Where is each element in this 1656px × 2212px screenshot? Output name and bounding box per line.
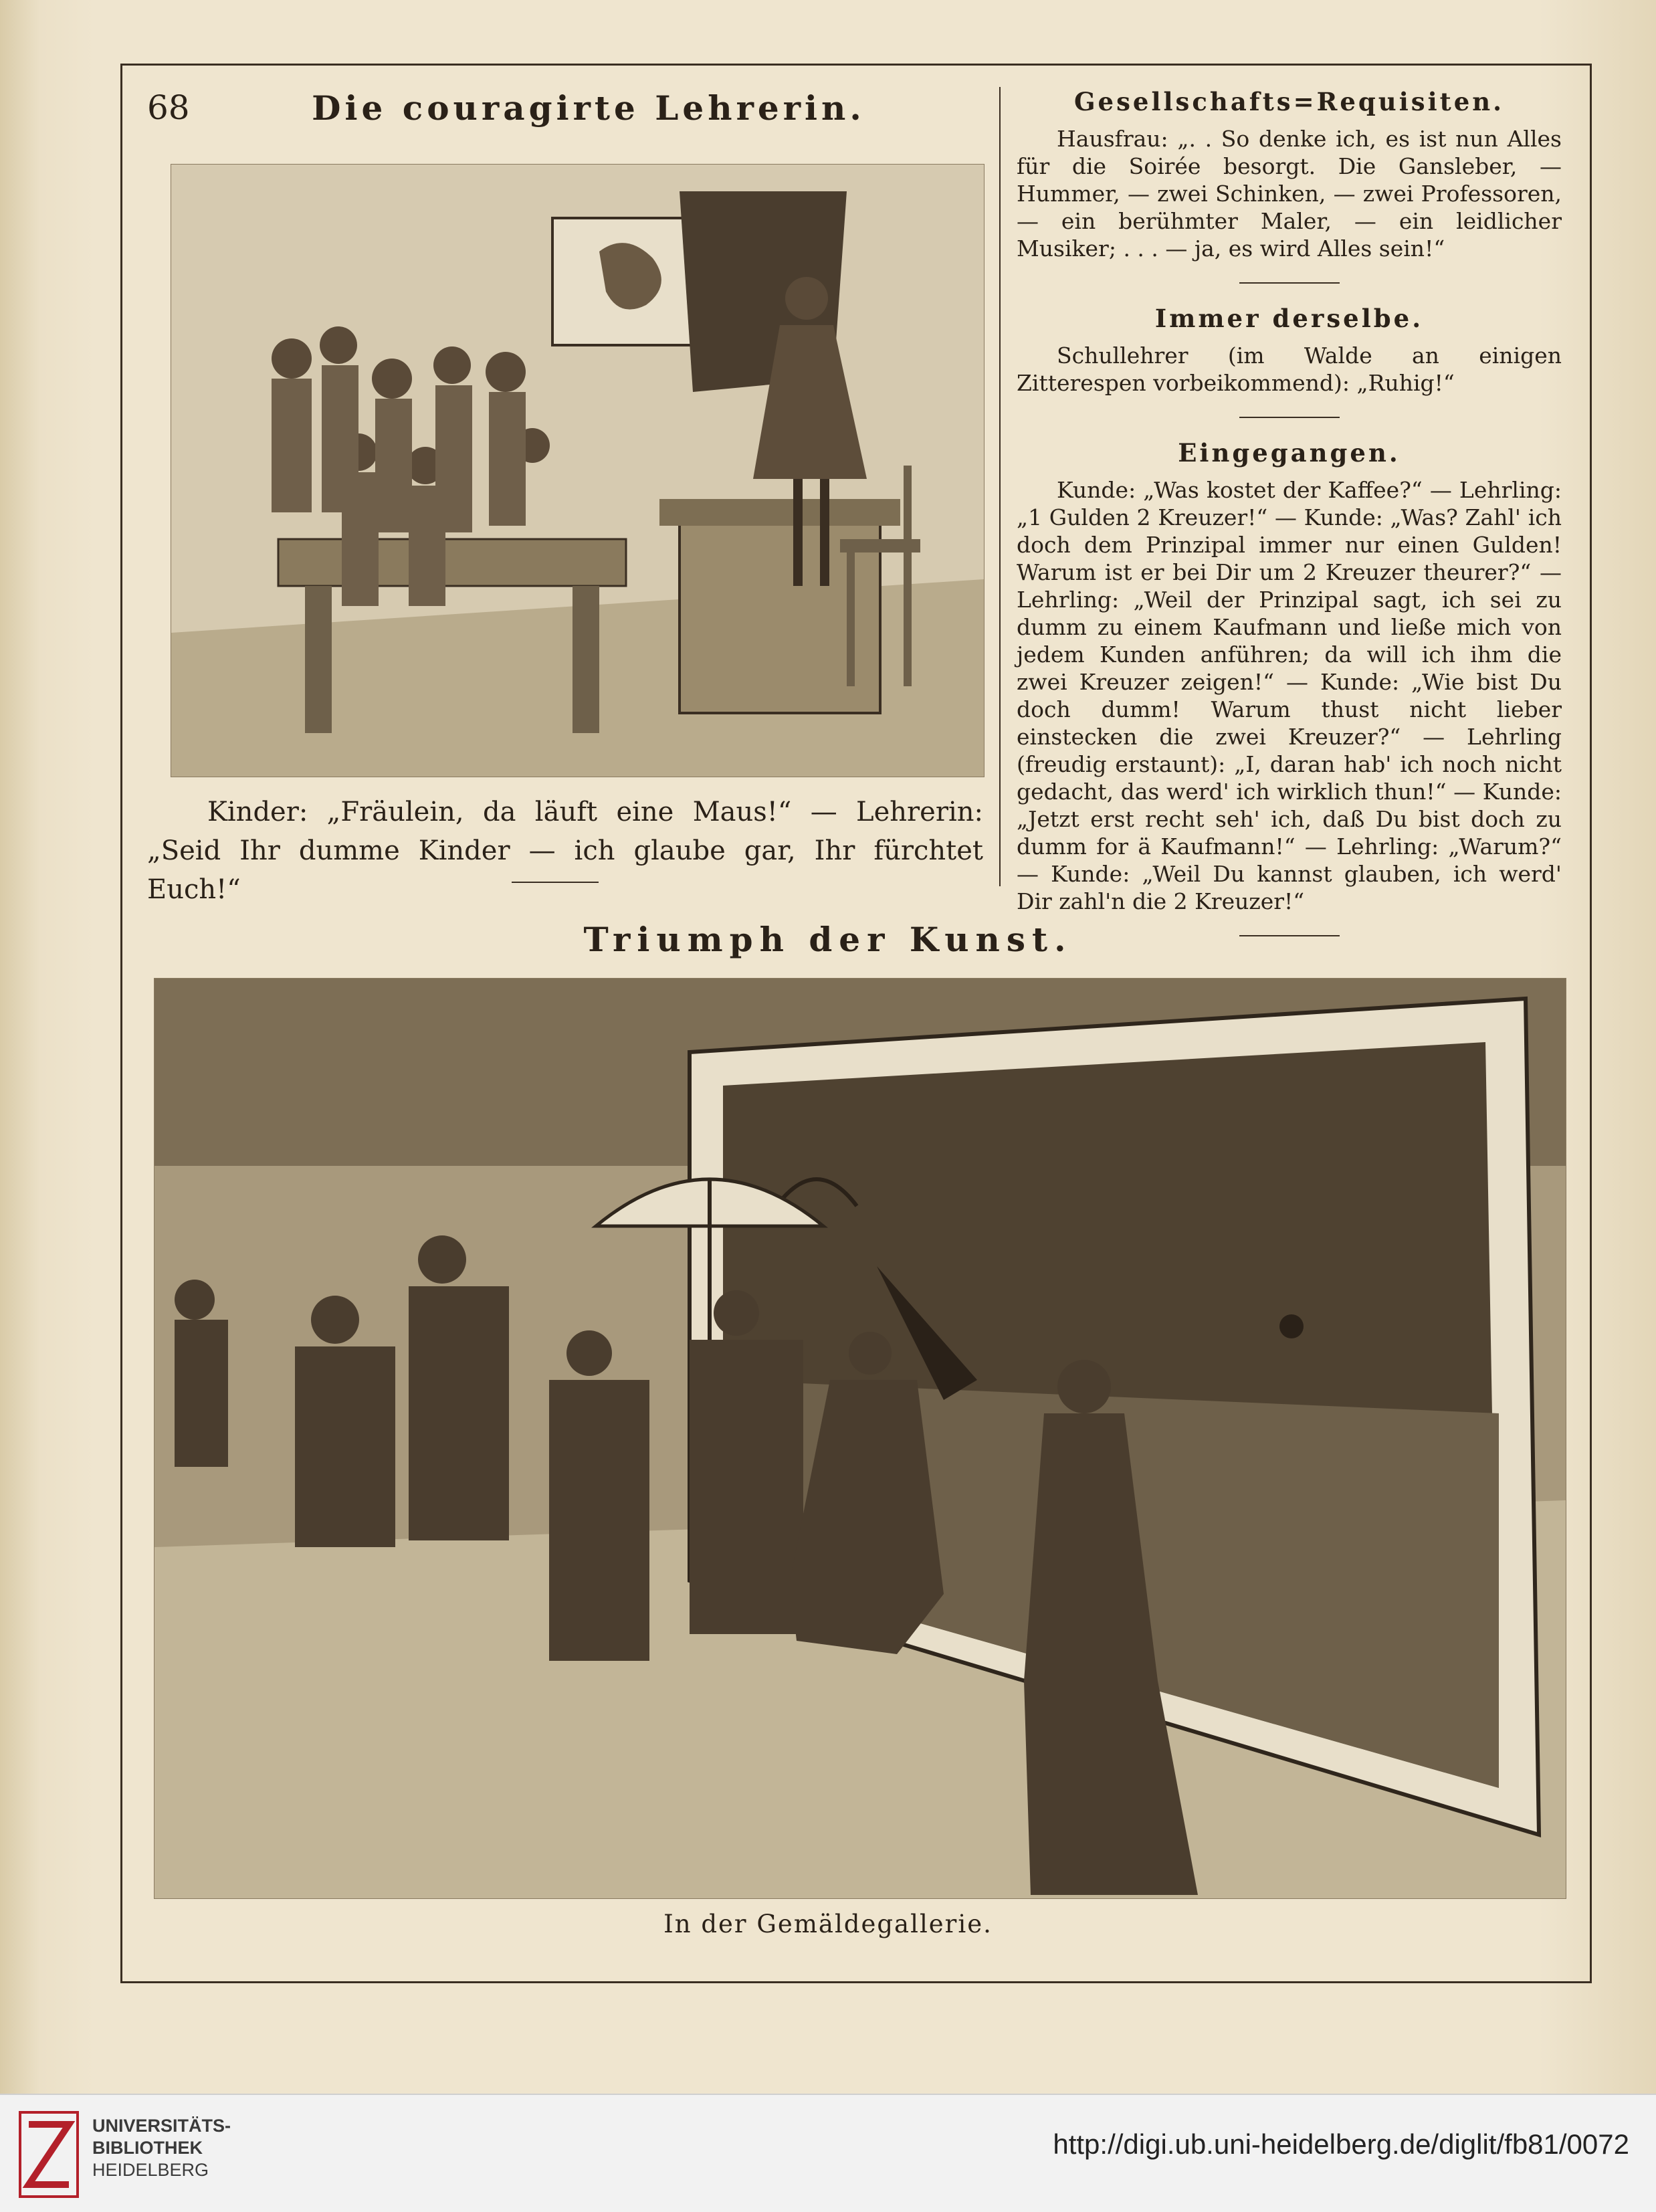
- column-divider: [999, 87, 1001, 886]
- article-title-immer-derselbe: Immer derselbe.: [1154, 304, 1424, 333]
- separator-rule: [1239, 282, 1340, 284]
- bottom-article-caption: In der Gemäldegallerie.: [663, 1910, 993, 1938]
- library-name-line: BIBLIOTHEK: [92, 2138, 203, 2158]
- right-column: [1017, 88, 1562, 958]
- library-name: [92, 2115, 231, 2181]
- bottom-article-title: Triumph der Kunst.: [583, 920, 1073, 959]
- left-caption-rule: [512, 882, 599, 883]
- source-url-link[interactable]: http://digi.ub.uni-heidelberg.de/diglit/fb81/0072: [1053, 2128, 1629, 2160]
- separator-rule: [1239, 417, 1340, 418]
- gallery-illustration: [154, 978, 1566, 1899]
- page-number: 68: [147, 88, 190, 127]
- article-text-immer-derselbe: Schullehrer (im Walde an einigen Zitterespen vorbeikommend): „Ruhig!“: [1017, 342, 1562, 396]
- library-logo-icon: [19, 2111, 79, 2198]
- library-name-line: HEIDELBERG: [92, 2160, 209, 2180]
- article-text-gesellschafts: Hausfrau: „. . So denke ich, es ist nun Alles für die Soirée besorgt. Die Gansleber, — Hummer, — zwei Schinken, — zwei Professoren, — ein berühmter Maler, — ein leidlicher Musiker; . . . — ja, es wird Alles sein!“: [1017, 126, 1562, 262]
- left-article-caption: Kinder: „Fräulein, da läuft eine Maus!“ — Lehrerin: „Seid Ihr dumme Kinder — ich glaube gar, Ihr fürchtet Euch!“: [147, 797, 983, 905]
- library-name-line: UNIVERSITÄTS-: [92, 2116, 231, 2136]
- article-text-eingegangen: Kunde: „Was kostet der Kaffee?“ — Lehrling: „1 Gulden 2 Kreuzer!“ — Kunde: „Was? Zahl' ich doch dem Prinzipal immer nur einen Gulden! Warum ist er bei Dir um 2 Kreuzer theurer?“ — Lehrling: „Weil der Prinzipal sagt, ich sei zu dumm zu einem Kaufmann und ließe mich von jedem Kunden anführen; da will ich ihm die zwei Kreuzer zeigen!“ — Kunde: „Wie bist Du doch dumm! Warum thust nicht lieber einstecken die zwei Kreuzer?“ — Lehrling (freudig erstaunt): „I, daran hab' ich noch nicht gedacht, das werd' ich wirklich thun!“ — Kunde: „Jetzt erst recht seh' ich, daß Du bist doch zu dumm for ä Kaufmann!“ — Lehrling: „Warum?“ — Kunde: „Weil Du kannst glauben, ich werd' Dir zahl'n die 2 Kreuzer!“: [1017, 477, 1562, 914]
- left-article-title: Die couragirte Lehrerin.: [312, 88, 865, 128]
- article-title-gesellschafts: Gesellschafts=Requisiten.: [1073, 87, 1505, 116]
- article-title-eingegangen: Eingegangen.: [1178, 438, 1401, 468]
- classroom-illustration: [171, 164, 985, 777]
- digitization-footer: [0, 2094, 1656, 2212]
